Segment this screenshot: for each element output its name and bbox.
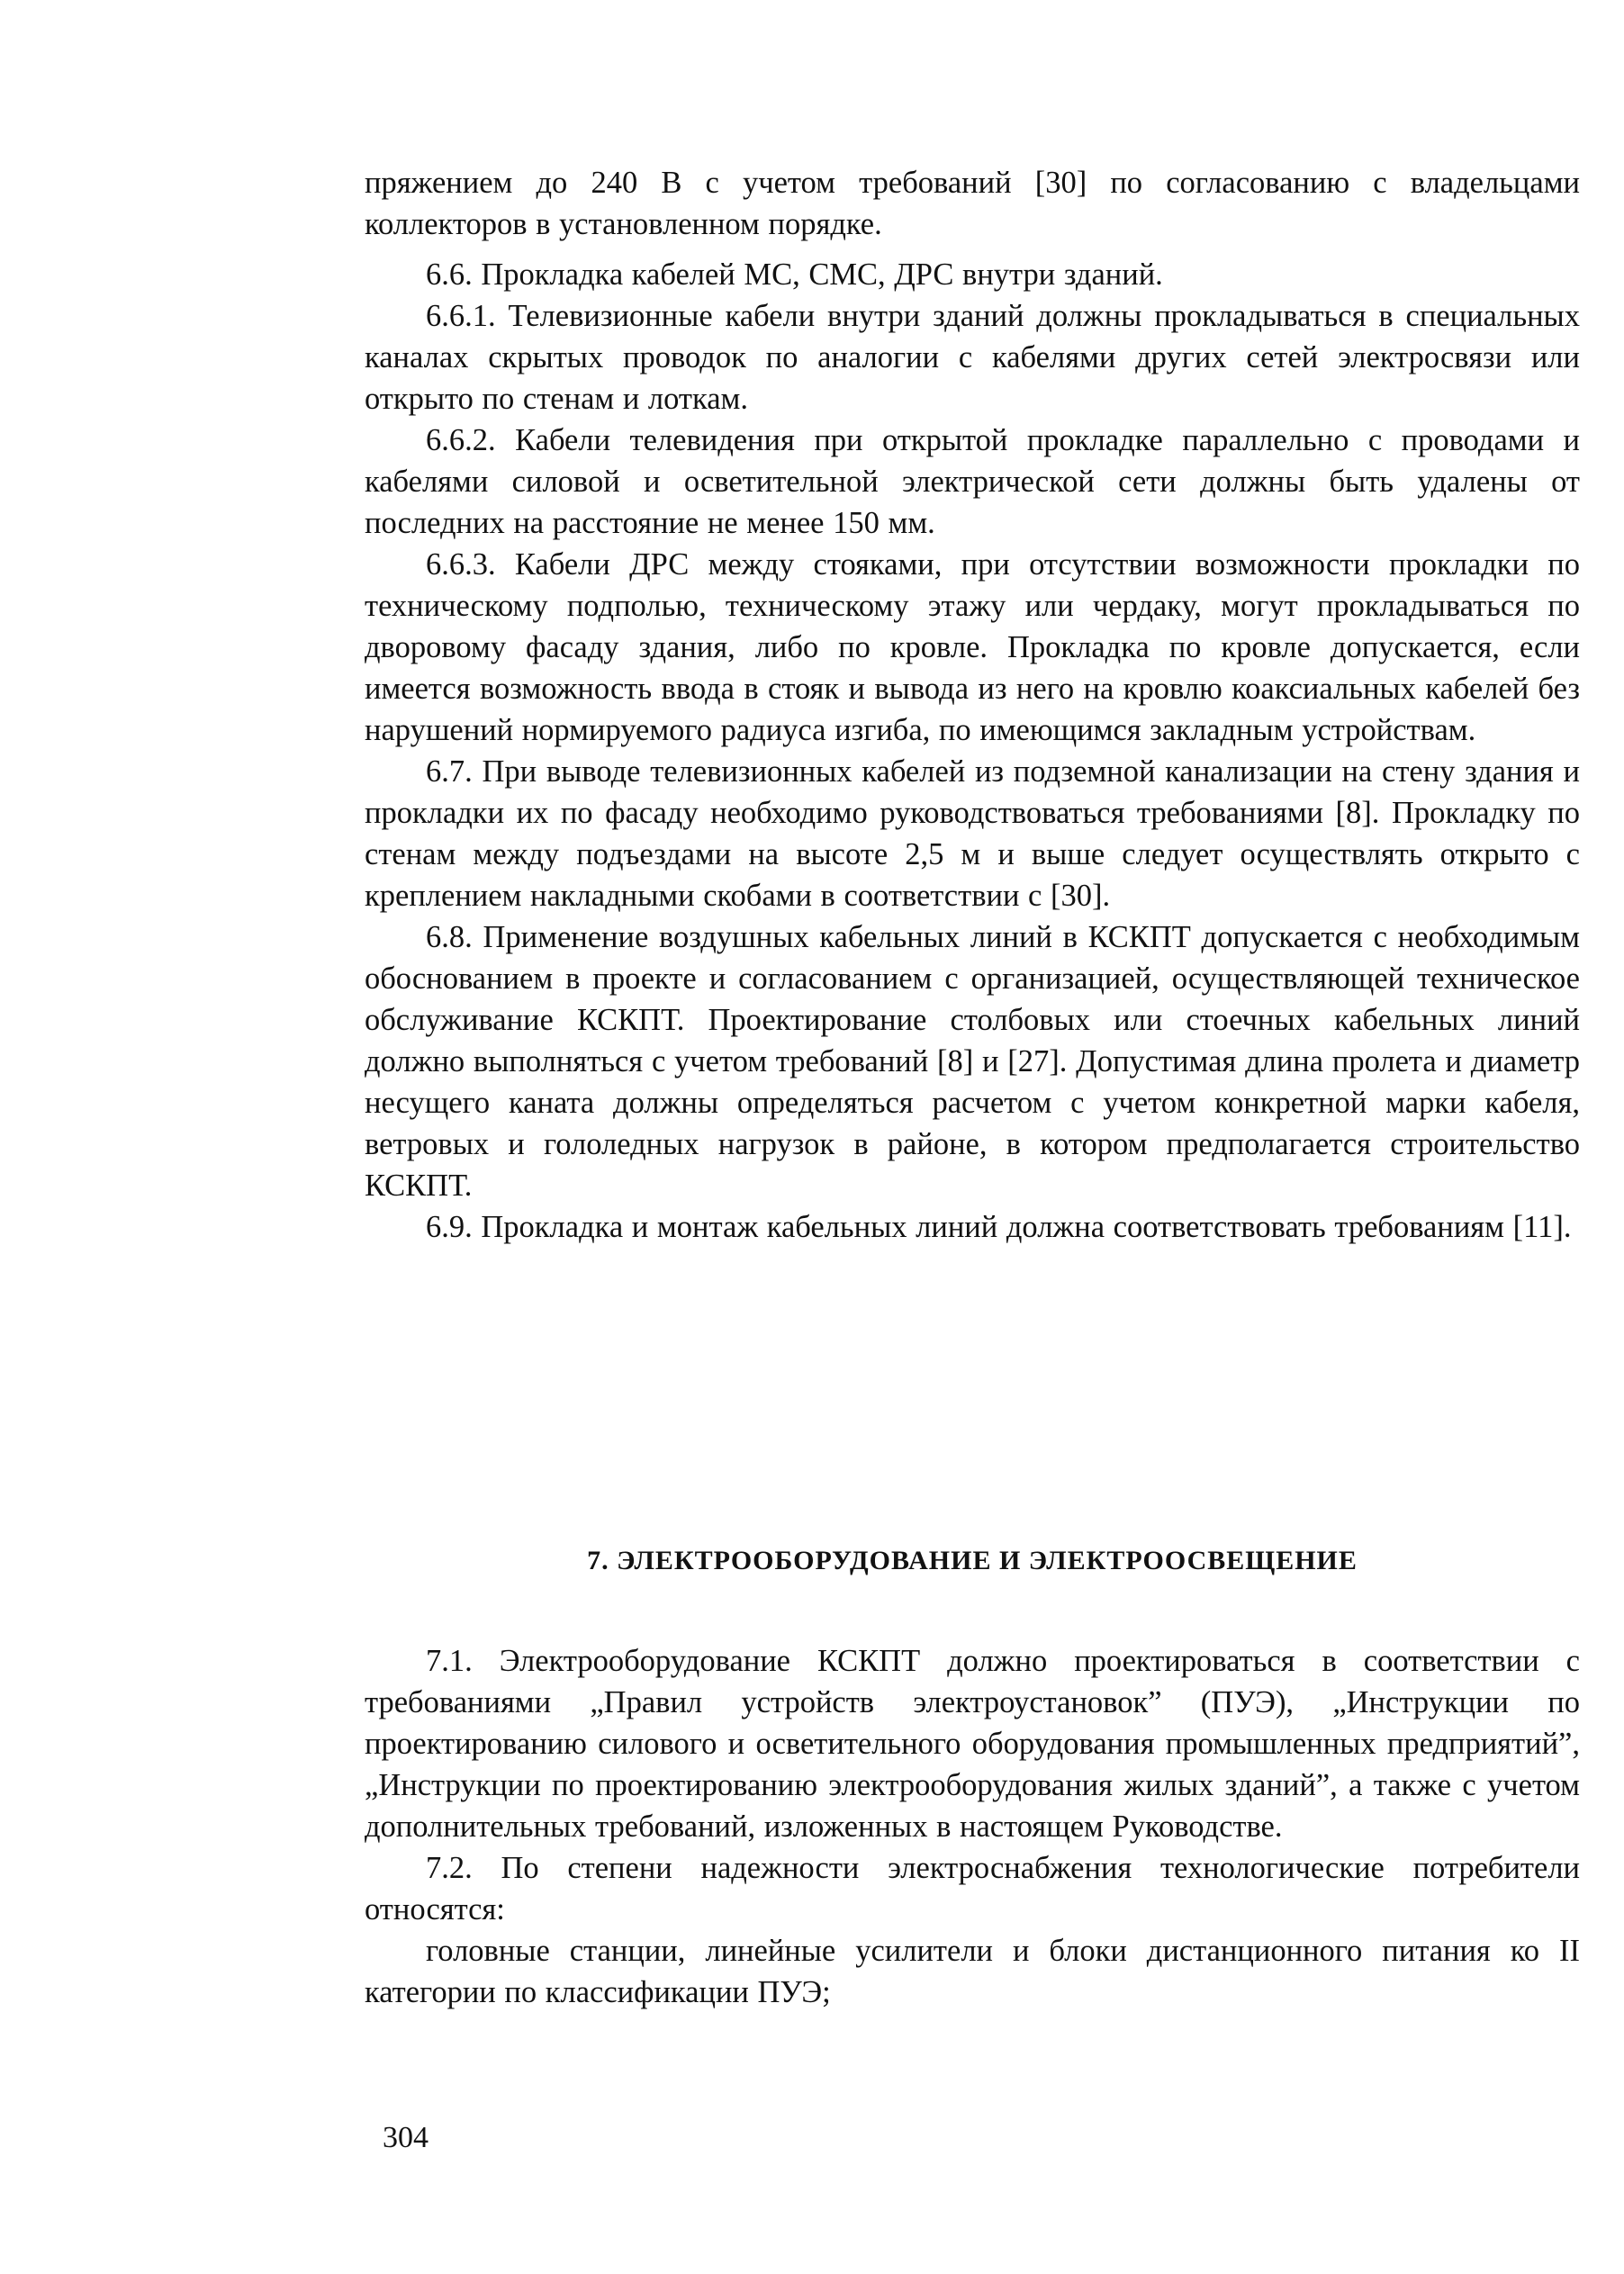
paragraph-continuation: пряжением до 240 В с учетом требований [30] по согласованию с владельцами коллекторов в установленном порядке.	[365, 166, 1580, 241]
paragraph-6-7: 6.7. При выводе телевизионных кабелей из подземной канализации на стену здания и прокладки их по фасаду необходимо руководствоваться требованиями [8]. Прокладку по стенам между подъездами на высоте 2,5 м и выше следует осуществлять открыто с креплением накладными скобами в соответствии с [30].	[365, 754, 1580, 913]
paragraph-6-6-3: 6.6.3. Кабели ДРС между стояками, при отсутствии возможности прокладки по техническому подполью, техническому этажу или чердаку, могут прокладываться по дворовому фасаду здания, либо по кровле. Прокладка по кровле допускается, если имеется возможность ввода в стояк и вывода из него на кровлю коаксиальных кабелей без нарушений нормируемого радиуса изгиба, по имеющимся закладным устройствам.	[365, 547, 1580, 747]
paragraph-6-6: 6.6. Прокладка кабелей МС, СМС, ДРС внутри зданий.	[426, 257, 1163, 292]
paragraph-6-8: 6.8. Применение воздушных кабельных линий в КСКПТ допускается с необходимым обоснованием в проекте и согласованием с организацией, осуществляющей техническое обслуживание КСКПТ. Проектирование столбовых или стоечных кабельных линий должно выполняться с учетом требований [8] и [27]. Допустимая длина пролета и диаметр несущего каната должны определяться расчетом с учетом конкретной марки кабеля, ветровых и гололедных нагрузок в районе, в котором предполагается строительство КСКПТ.	[365, 920, 1580, 1203]
paragraph-6-9: 6.9. Прокладка и монтаж кабельных линий должна соответствовать требованиям [11].	[426, 1210, 1572, 1244]
page-number: 304	[383, 2121, 429, 2154]
paragraph-6-6-1: 6.6.1. Телевизионные кабели внутри зданий должны прокладываться в специальных каналах скрытых проводок по аналогии с кабелями других сетей электросвязи или открыто по стенам и лоткам.	[365, 299, 1580, 416]
paragraph-7-2-list-item: головные станции, линейные усилители и блоки дистанционного питания ко II категории по классификации ПУЭ;	[365, 1934, 1580, 2009]
text-column-top	[365, 162, 1580, 1248]
section-heading: 7. ЭЛЕКТРООБОРУДОВАНИЕ И ЭЛЕКТРООСВЕЩЕНИЕ	[587, 1546, 1358, 1575]
paragraph-7-1: 7.1. Электрооборудование КСКПТ должно проектироваться в соответствии с требованиями „Правил устройств электроустановок” (ПУЭ), „Инструкции по проектированию силового и осветительного оборудования промышленных предприятий”, „Инструкции по проектированию электрооборудования жилых зданий”, а также с учетом дополнительных требований, изложенных в настоящем Руководстве.	[365, 1644, 1580, 1844]
paragraph-6-6-2: 6.6.2. Кабели телевидения при открытой прокладке параллельно с проводами и кабелями силовой и осветительной электрической сети должны быть удалены от последних на расстояние не менее 150 мм.	[365, 423, 1580, 540]
text-column-bottom	[365, 1640, 1580, 2013]
paragraph-7-2: 7.2. По степени надежности электроснабжения технологические потребители относятся:	[365, 1851, 1580, 1927]
